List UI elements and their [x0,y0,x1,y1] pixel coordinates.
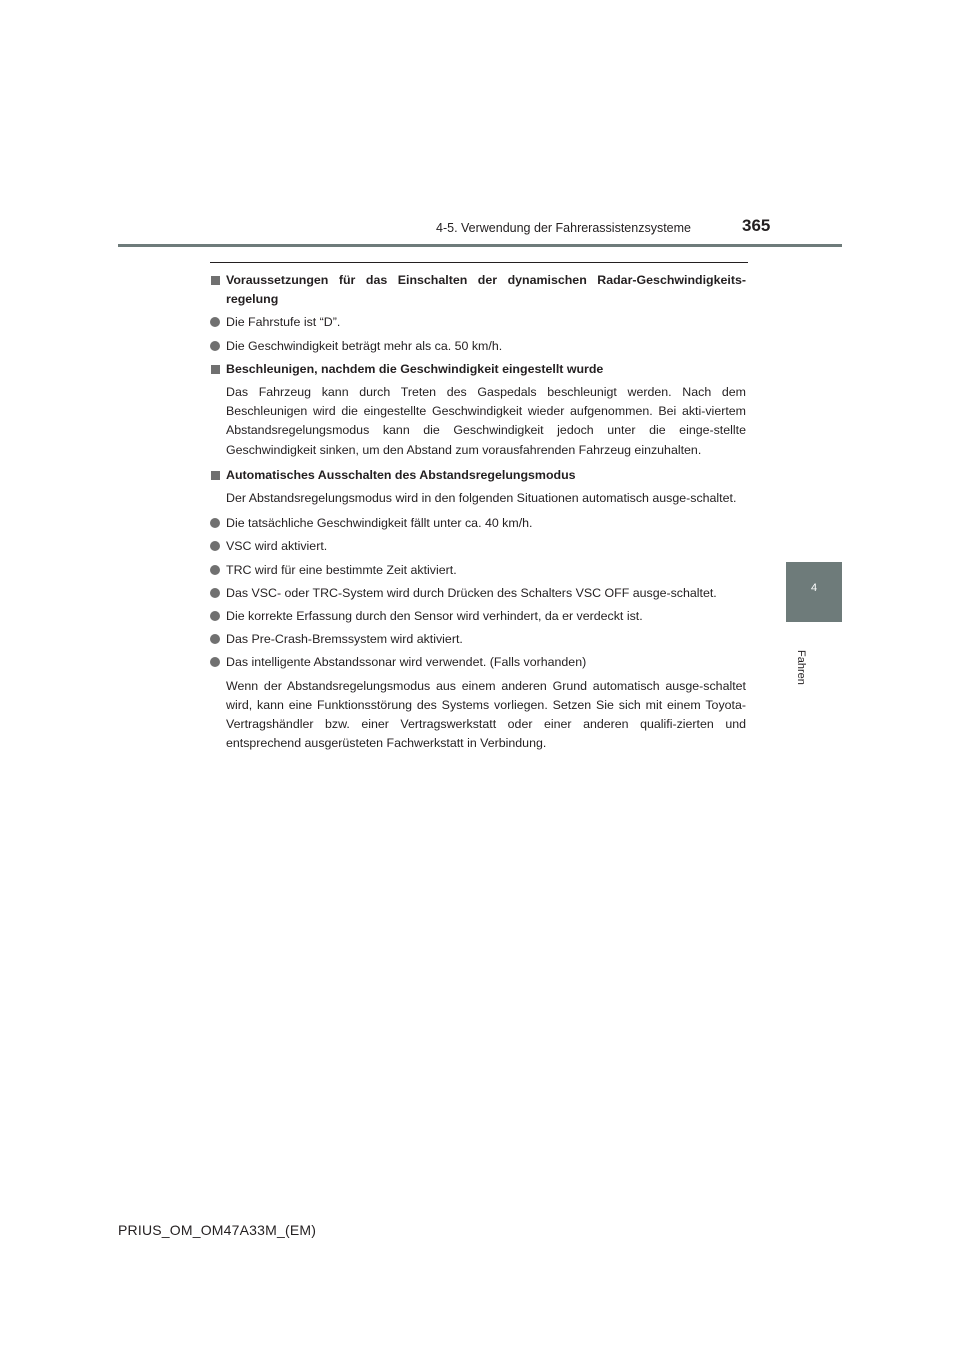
chapter-tab[interactable] [786,562,842,622]
circle-bullet-icon [210,565,220,575]
list-item-text: Das VSC- oder TRC-System wird durch Drücken des Schalters VSC OFF ausge-schaltet. [226,585,717,600]
list-item-text: Das Pre-Crash-Bremssystem wird aktiviert. [226,632,463,647]
section-title: 4-5. Verwendung der Fahrerassistenzsysteme [436,221,691,235]
square-bullet-icon [211,471,220,480]
header-divider [118,244,842,247]
chapter-tab-number: 4 [810,582,818,594]
square-bullet-icon [211,365,220,374]
page-number: 365 [742,216,771,235]
list-item [210,653,746,672]
circle-bullet-icon [210,317,220,327]
circle-bullet-icon [210,518,220,528]
list-item [210,337,746,356]
circle-bullet-icon [210,611,220,621]
list-item [210,313,746,332]
circle-bullet-icon [210,541,220,551]
list-item [210,561,746,580]
list-item-text: Die Fahrstufe ist “D”. [226,315,341,330]
heading-text: Beschleunigen, nachdem die Geschwindigkeit eingestellt wurde [226,361,604,376]
section-heading [210,360,746,379]
heading-text: Automatisches Ausschalten des Abstandsregelungsmodus [226,467,576,482]
section-heading [210,466,746,485]
paragraph: Das Fahrzeug kann durch Treten des Gaspedals beschleunigt werden. Nach dem Beschleunigen wird die eingestellte Geschwindigkeit wieder aufgenommen. Bei akti-viertem Abstandsregelungsmodus kann die Geschwindigkeit jedoch unter die einge-stellte Geschwindigkeit sinken, um den Abstand zum vorausfahrenden Fahrzeug einzuhalten. [226,385,746,457]
list-item-text: Die Geschwindigkeit beträgt mehr als ca. 50 km/h. [226,338,503,353]
main-content [210,267,746,759]
list-item-text: Das intelligente Abstandssonar wird verwendet. (Falls vorhanden) [226,655,587,670]
list-item-text: VSC wird aktiviert. [226,539,328,554]
circle-bullet-icon [210,341,220,351]
paragraph: Der Abstandsregelungsmodus wird in den folgenden Situationen automatisch ausge-schaltet. [226,491,737,506]
list-item-text: TRC wird für eine bestimmte Zeit aktiviert. [226,562,457,577]
list-item [210,537,746,556]
circle-bullet-icon [210,588,220,598]
list-item [210,607,746,626]
square-bullet-icon [211,276,220,285]
section-heading [210,271,746,309]
list-item-text: Die tatsächliche Geschwindigkeit fällt unter ca. 40 km/h. [226,516,533,531]
circle-bullet-icon [210,634,220,644]
list-item [210,584,746,603]
list-item [210,630,746,649]
list-item-text: Die korrekte Erfassung durch den Sensor wird verhindert, da er verdeckt ist. [226,609,643,624]
document-code: PRIUS_OM_OM47A33M_(EM) [118,1222,317,1238]
heading-text: Voraussetzungen für das Einschalten der dynamischen Radar-Geschwindigkeits-regelung [226,273,746,307]
content-divider [210,262,748,263]
circle-bullet-icon [210,657,220,667]
paragraph: Wenn der Abstandsregelungsmodus aus einem anderen Grund automatisch ausge-schaltet wird, kann eine Funktionsstörung des Systems vorliegen. Setzen Sie sich mit einem Toyota-Vertragshändler bzw. einer Vertragswerkstatt oder einer anderen qualifi-zierten und entsprechend ausgerüsteten Fachwerkstatt in Verbindung. [226,678,746,751]
chapter-tab-label: Fahren [795,650,807,685]
list-item [210,514,746,533]
